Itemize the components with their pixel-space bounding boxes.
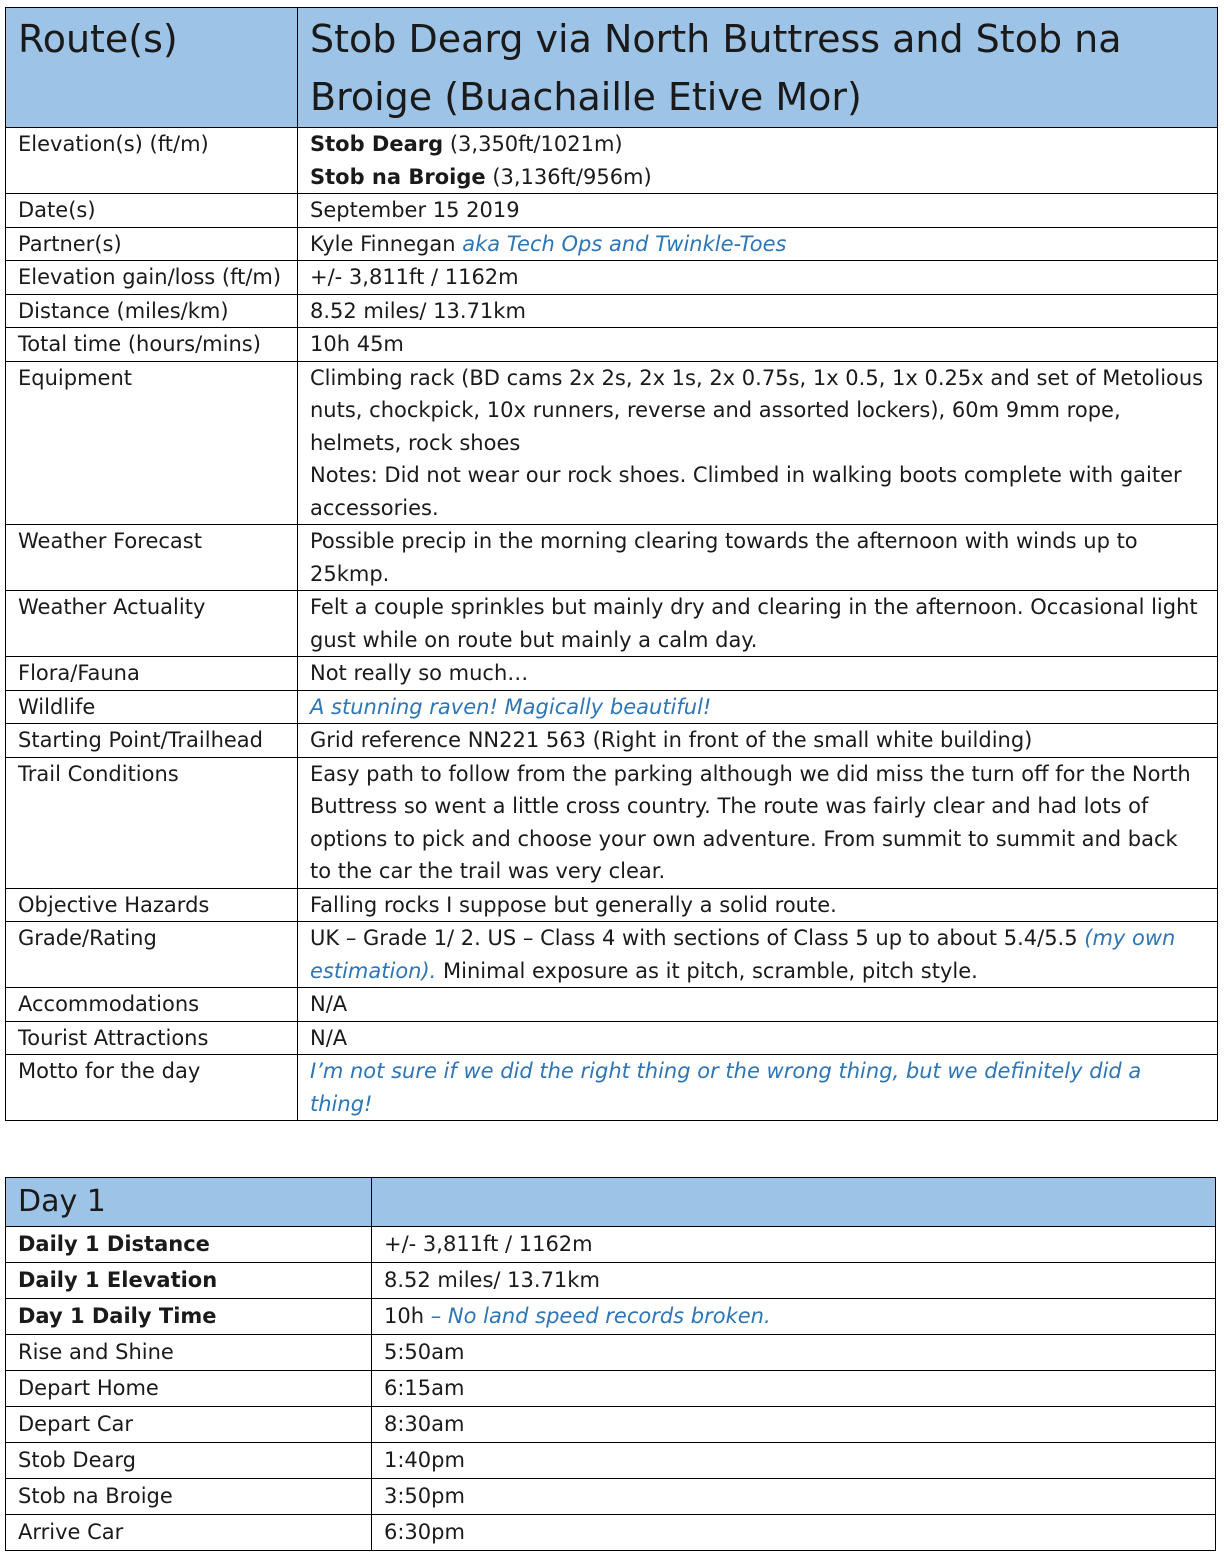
table-row xyxy=(6,128,1218,194)
forecast-label: Weather Forecast xyxy=(6,525,298,591)
table-row xyxy=(6,361,1218,525)
table-row xyxy=(6,525,1218,591)
distance-value: 8.52 miles/ 13.71km xyxy=(298,294,1218,328)
time-value: 10h 45m xyxy=(298,328,1218,362)
schedule-label: Stob Dearg xyxy=(6,1443,372,1479)
day-title: Day 1 xyxy=(6,1178,372,1227)
table-row xyxy=(6,1021,1218,1055)
accommodations-label: Accommodations xyxy=(6,988,298,1022)
actuality-value: Felt a couple sprinkles but mainly dry and clearing in the afternoon. Occasional light gust while on route but mainly a calm day. xyxy=(298,591,1218,657)
grade-note: (my own estimation). xyxy=(310,926,1176,983)
equipment-notes: Notes: Did not wear our rock shoes. Climbed in walking boots complete with gaiter accessories. xyxy=(310,463,1182,520)
grade-tail: Minimal exposure as it pitch, scramble, pitch style. xyxy=(443,958,978,983)
table-row xyxy=(6,888,1218,922)
table-row xyxy=(6,328,1218,362)
date-label: Date(s) xyxy=(6,194,298,228)
schedule-row xyxy=(6,1371,1216,1407)
grade-label: Grade/Rating xyxy=(6,922,298,988)
elevation-label: Elevation(s) (ft/m) xyxy=(6,128,298,194)
schedule-label: Depart Car xyxy=(6,1407,372,1443)
table-header-row xyxy=(6,1178,1216,1227)
day-time-value xyxy=(372,1299,1216,1335)
schedule-time: 6:15am xyxy=(372,1371,1216,1407)
schedule-row xyxy=(6,1479,1216,1515)
partner-name: Kyle Finnegan xyxy=(310,231,456,256)
flora-value: Not really so much… xyxy=(298,657,1218,691)
gain-label: Elevation gain/loss (ft/m) xyxy=(6,261,298,295)
day-time: 10h xyxy=(384,1304,425,1328)
table-row xyxy=(6,724,1218,758)
route-summary-table xyxy=(5,7,1218,1121)
partner-label: Partner(s) xyxy=(6,227,298,261)
schedule-time: 1:40pm xyxy=(372,1443,1216,1479)
table-header-row xyxy=(6,8,1218,128)
partner-value xyxy=(298,227,1218,261)
day-time-label: Day 1 Daily Time xyxy=(6,1299,372,1335)
schedule-time: 6:30pm xyxy=(372,1515,1216,1551)
schedule-time: 8:30am xyxy=(372,1407,1216,1443)
elevation-value xyxy=(298,128,1218,194)
day-header-empty xyxy=(372,1178,1216,1227)
table-row xyxy=(6,690,1218,724)
table-row xyxy=(6,1263,1216,1299)
table-row xyxy=(6,227,1218,261)
table-row xyxy=(6,988,1218,1022)
schedule-label: Stob na Broige xyxy=(6,1479,372,1515)
motto-label: Motto for the day xyxy=(6,1055,298,1121)
peak-name: Stob na Broige xyxy=(310,164,486,189)
accommodations-value: N/A xyxy=(298,988,1218,1022)
table-row xyxy=(6,591,1218,657)
time-label: Total time (hours/mins) xyxy=(6,328,298,362)
table-row xyxy=(6,1227,1216,1263)
peak-name: Stob Dearg xyxy=(310,132,444,156)
tourist-label: Tourist Attractions xyxy=(6,1021,298,1055)
schedule-time: 5:50am xyxy=(372,1335,1216,1371)
table-row xyxy=(6,922,1218,988)
schedule-row xyxy=(6,1407,1216,1443)
table-row xyxy=(6,261,1218,295)
wildlife-value: A stunning raven! Magically beautiful! xyxy=(298,690,1218,724)
table-row xyxy=(6,194,1218,228)
grade-value xyxy=(298,922,1218,988)
schedule-row xyxy=(6,1515,1216,1551)
schedule-label: Depart Home xyxy=(6,1371,372,1407)
distance-label: Distance (miles/km) xyxy=(6,294,298,328)
forecast-value: Possible precip in the morning clearing towards the afternoon with winds up to 25kmp. xyxy=(298,525,1218,591)
table-row xyxy=(6,294,1218,328)
day-table xyxy=(5,1177,1216,1551)
trail-value: Easy path to follow from the parking although we did miss the turn off for the North Buttress so went a little cross country. The route was fairly clear and had lots of options to pick and choose your own adventure. From summit to summit and back to the car the trail was very clear. xyxy=(298,757,1218,888)
table-row xyxy=(6,757,1218,888)
day-distance-value: +/- 3,811ft / 1162m xyxy=(372,1227,1216,1263)
schedule-row xyxy=(6,1443,1216,1479)
schedule-label: Arrive Car xyxy=(6,1515,372,1551)
equipment-value xyxy=(298,361,1218,525)
date-value: September 15 2019 xyxy=(298,194,1218,228)
motto-value: I’m not sure if we did the right thing or the wrong thing, but we definitely did a thing! xyxy=(298,1055,1218,1121)
day-elevation-value: 8.52 miles/ 13.71km xyxy=(372,1263,1216,1299)
hazards-label: Objective Hazards xyxy=(6,888,298,922)
tourist-value: N/A xyxy=(298,1021,1218,1055)
equipment-list: Climbing rack (BD cams 2x 2s, 2x 1s, 2x 0.75s, 1x 0.5, 1x 0.25x and set of Metolious nuts, chockpick, 10x runners, reverse and assorted lockers), 60m 9mm rope, helmets, rock shoes xyxy=(310,365,1204,455)
equipment-label: Equipment xyxy=(6,361,298,525)
partner-aka: aka Tech Ops and Twinkle-Toes xyxy=(462,231,787,256)
day-time-note: – No land speed records broken. xyxy=(430,1304,771,1328)
schedule-label: Rise and Shine xyxy=(6,1335,372,1371)
day-distance-label: Daily 1 Distance xyxy=(6,1227,372,1263)
peak-height: (3,136ft/956m) xyxy=(492,164,652,189)
table-row xyxy=(6,1055,1218,1121)
route-label: Route(s) xyxy=(6,8,298,128)
flora-label: Flora/Fauna xyxy=(6,657,298,691)
gain-value: +/- 3,811ft / 1162m xyxy=(298,261,1218,295)
table-row xyxy=(6,1299,1216,1335)
route-title: Stob Dearg via North Buttress and Stob na Broige (Buachaille Etive Mor) xyxy=(298,8,1218,128)
schedule-time: 3:50pm xyxy=(372,1479,1216,1515)
table-row xyxy=(6,657,1218,691)
trail-label: Trail Conditions xyxy=(6,757,298,888)
schedule-row xyxy=(6,1335,1216,1371)
actuality-label: Weather Actuality xyxy=(6,591,298,657)
grade-text: UK – Grade 1/ 2. US – Class 4 with sections of Class 5 up to about 5.4/5.5 xyxy=(310,926,1078,950)
start-value: Grid reference NN221 563 (Right in front of the small white building) xyxy=(298,724,1218,758)
start-label: Starting Point/Trailhead xyxy=(6,724,298,758)
wildlife-label: Wildlife xyxy=(6,690,298,724)
day-elevation-label: Daily 1 Elevation xyxy=(6,1263,372,1299)
peak-height: (3,350ft/1021m) xyxy=(449,132,623,156)
hazards-value: Falling rocks I suppose but generally a solid route. xyxy=(298,888,1218,922)
